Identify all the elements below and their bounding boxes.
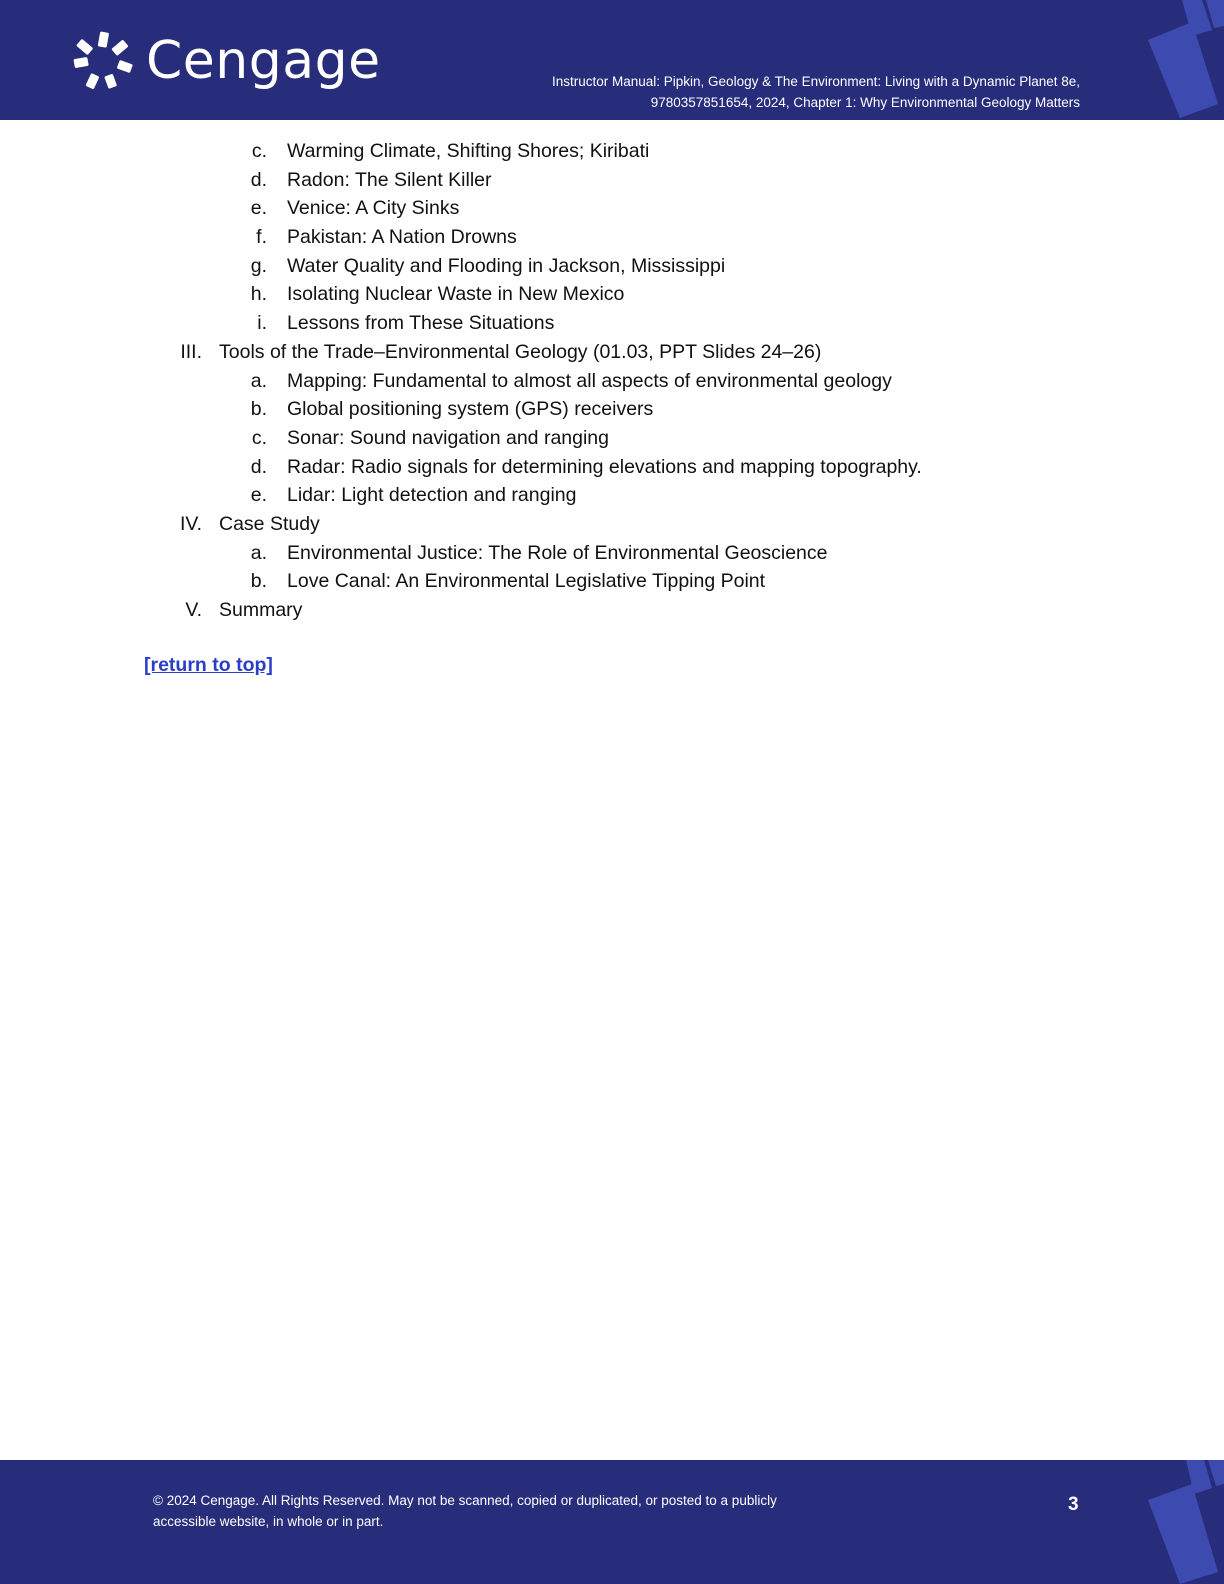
outline-subitem [0,395,1224,424]
list-item-text: Pakistan: A Nation Drowns [287,226,517,249]
list-item-text: Case Study [219,512,320,535]
brand-name: Cengage [146,31,381,91]
list-item-text: Global positioning system (GPS) receivers [287,398,654,421]
list-marker: d. [250,168,267,191]
footer-decoration-icon [1140,1460,1224,1584]
copyright-line-1: © 2024 Cengage. All Rights Reserved. May not be scanned, copied or duplicated, or posted to a publicly [153,1493,777,1508]
list-item-text: Sonar: Sound navigation and ranging [287,426,609,449]
list-item-text: Venice: A City Sinks [287,197,460,220]
continued-subitems [0,137,1224,338]
list-marker: e. [250,484,267,507]
outline-subitem [0,166,1224,195]
outline-section-heading [0,338,1224,367]
page-header [0,0,1224,120]
header-decoration-icon [1140,0,1224,120]
list-marker: c. [251,140,267,162]
document-title-line-2: 9780357851654, 2024, Chapter 1: Why Environmental Geology Matters [650,95,1080,110]
list-item-text: Isolating Nuclear Waste in New Mexico [287,283,625,306]
copyright-notice [153,1490,777,1532]
outline-subitem [0,223,1224,252]
outline-subitem [0,309,1224,338]
list-marker: a. [250,541,267,564]
outline-subitem [0,194,1224,223]
list-marker: III. [180,340,202,363]
list-item-text: Radar: Radio signals for determining elevations and mapping topography. [287,455,922,478]
list-marker: c. [251,426,267,449]
outline-subitem [0,567,1224,596]
list-marker: IV. [179,512,202,535]
list-item-text: Environmental Justice: The Role of Environmental Geoscience [287,541,828,564]
list-item-text: Tools of the Trade–Environmental Geology (01.03, PPT Slides 24–26) [219,340,822,363]
list-marker: g. [250,254,267,277]
cengage-logo-icon [72,30,134,92]
document-title-line-1: Instructor Manual: Pipkin, Geology & The Environment: Living with a Dynamic Planet 8e, [551,74,1080,89]
page-footer [0,1460,1224,1584]
outline-subitem [0,481,1224,510]
list-item-text: Water Quality and Flooding in Jackson, Mississippi [287,254,726,277]
list-item-text: Summary [219,599,303,621]
outline-subitem [0,453,1224,482]
outline-section-heading [0,510,1224,539]
list-marker: b. [250,398,267,421]
outline-section-heading [0,596,1224,625]
outline-subitem [0,280,1224,309]
list-item-text: Love Canal: An Environmental Legislative Tipping Point [287,570,766,593]
outline-subitem [0,424,1224,453]
brand-logo [72,30,381,92]
list-marker: e. [250,197,267,220]
list-item-text: Lessons from These Situations [287,312,555,335]
list-marker: V. [185,599,202,621]
outline-subitem [0,252,1224,281]
page-number: 3 [1068,1494,1079,1515]
list-item-text: Lidar: Light detection and ranging [287,484,577,507]
list-marker: f. [256,226,267,249]
list-item-text: Warming Climate, Shifting Shores; Kiribati [287,140,650,162]
chapter-outline [0,137,1224,625]
document-title [380,71,1080,113]
list-marker: h. [250,283,267,306]
list-marker: b. [250,570,267,593]
list-marker: d. [250,455,267,478]
list-marker: a. [250,369,267,392]
list-item-text: Mapping: Fundamental to almost all aspects of environmental geology [287,369,892,392]
copyright-line-2: accessible website, in whole or in part. [153,1514,384,1529]
outline-subitem [0,137,1224,166]
outline-sections [0,338,1224,625]
outline-subitem [0,539,1224,568]
list-item-text: Radon: The Silent Killer [287,168,492,191]
list-marker: i. [257,312,267,335]
outline-subitem [0,367,1224,396]
return-to-top-link[interactable]: [return to top] [144,654,273,676]
